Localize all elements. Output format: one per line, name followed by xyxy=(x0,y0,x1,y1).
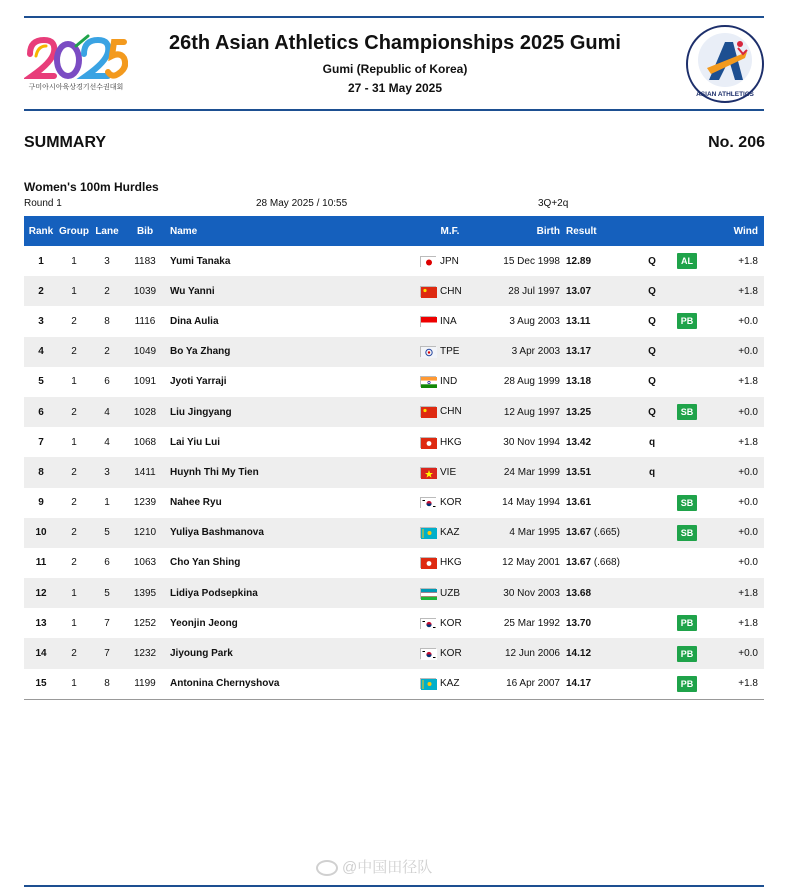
record-badge: SB xyxy=(677,525,697,541)
record-badge: PB xyxy=(677,615,697,631)
header-lane: Lane xyxy=(90,216,124,246)
rank-cell: 15 xyxy=(24,669,58,700)
table-row xyxy=(24,608,764,638)
header-bib: Bib xyxy=(124,216,166,246)
wind-cell: +0.0 xyxy=(710,518,764,548)
birth-date: 30 Nov 1994 xyxy=(503,436,560,448)
rank-cell: 13 xyxy=(35,617,47,629)
athlete-name: Yumi Tanaka xyxy=(170,255,231,267)
result-value: 13.18 xyxy=(566,376,592,388)
result-tiebreak: (.665) xyxy=(593,527,620,539)
result-value: 13.70 xyxy=(566,617,592,629)
qualification-rule: 3Q+2q xyxy=(538,198,569,209)
group-cell: 1 xyxy=(71,436,77,448)
noc-code: CHN xyxy=(440,285,462,297)
athlete-name: Huynh Thi My Tien xyxy=(166,457,420,487)
lane-cell: 5 xyxy=(90,578,124,608)
jpn-flag-icon xyxy=(420,256,436,267)
rank-cell: 10 xyxy=(24,518,58,548)
results-body xyxy=(24,246,764,699)
bottom-rule xyxy=(24,885,764,887)
result-value: 13.61 xyxy=(566,497,592,509)
ind-flag-icon xyxy=(420,376,436,387)
chn-flag-icon xyxy=(420,286,436,297)
uzb-flag-icon xyxy=(420,588,436,599)
bib-cell: 1039 xyxy=(124,276,166,306)
record-badge-cell xyxy=(664,397,710,427)
result-value: 14.17 xyxy=(566,678,592,690)
event-round: Round 1 xyxy=(24,198,62,209)
header-rank: Rank xyxy=(24,216,58,246)
birth-date: 25 Mar 1992 xyxy=(503,617,560,629)
record-badge: SB xyxy=(677,404,697,420)
record-badge-cell xyxy=(664,548,710,578)
qualification-code: Q xyxy=(648,255,656,267)
record-badge: PB xyxy=(677,646,697,662)
record-badge-cell xyxy=(664,337,710,367)
logo-text: ASIAN ATHLETICS xyxy=(696,91,754,98)
kor-flag-icon xyxy=(420,648,436,659)
bib-cell: 1091 xyxy=(133,376,157,388)
birth-date: 4 Mar 1995 xyxy=(480,518,566,548)
record-badge: AL xyxy=(677,253,697,269)
bib-cell: 1068 xyxy=(133,436,157,448)
result-cell xyxy=(566,276,640,306)
table-row xyxy=(24,578,764,608)
noc-code: KAZ xyxy=(440,527,460,539)
wind-cell: +1.8 xyxy=(738,617,758,629)
record-badge-cell xyxy=(664,246,710,276)
result-cell xyxy=(566,246,640,276)
birth-date: 12 Aug 1997 xyxy=(480,397,566,427)
header-group: Group xyxy=(58,216,90,246)
watermark xyxy=(316,856,432,877)
asian-athletics-logo xyxy=(685,24,765,104)
athlete-name: Yeonjin Jeong xyxy=(170,617,238,629)
wind-cell: +0.0 xyxy=(710,638,764,668)
record-badge-cell xyxy=(664,276,710,306)
lane-cell: 8 xyxy=(90,669,124,700)
header-result: Result xyxy=(566,216,640,246)
athlete-name: Cho Yan Shing xyxy=(170,557,241,569)
rank-cell: 3 xyxy=(38,315,44,327)
lane-cell: 5 xyxy=(90,518,124,548)
noc-code: KOR xyxy=(440,497,462,509)
member-federation-cell xyxy=(420,337,480,367)
record-badge-cell xyxy=(664,457,710,487)
noc-code: INA xyxy=(440,315,457,327)
header-birth: Birth xyxy=(480,216,566,246)
noc-code: IND xyxy=(440,376,458,388)
hkg-flag-icon xyxy=(420,557,436,568)
bib-cell: 1116 xyxy=(134,315,156,327)
wind-cell: +0.0 xyxy=(738,315,758,327)
championship-location: Gumi (Republic of Korea) xyxy=(322,62,468,76)
championship-logo xyxy=(24,34,128,96)
result-value: 12.89 xyxy=(566,255,592,267)
noc-code: TPE xyxy=(440,346,460,358)
bib-cell: 1232 xyxy=(124,638,166,668)
result-value: 14.12 xyxy=(566,648,592,660)
table-row xyxy=(24,669,764,700)
result-value: 13.11 xyxy=(566,315,591,327)
rank-cell: 4 xyxy=(24,337,58,367)
record-badge-cell xyxy=(664,367,710,397)
chn-flag-icon xyxy=(420,406,436,417)
result-cell xyxy=(566,488,640,518)
lane-cell: 2 xyxy=(90,276,124,306)
rank-cell: 7 xyxy=(38,436,44,448)
result-cell xyxy=(566,608,640,638)
qualification-code xyxy=(640,608,664,638)
qualification-code xyxy=(640,488,664,518)
bib-cell: 1239 xyxy=(133,497,157,509)
lane-cell: 4 xyxy=(104,436,110,448)
noc-code: HKG xyxy=(440,557,462,569)
group-cell: 1 xyxy=(71,617,77,629)
page-title: 26th Asian Athletics Championships 2025 Gumi xyxy=(169,32,621,54)
athlete-name: Jiyoung Park xyxy=(166,638,420,668)
result-cell xyxy=(566,306,640,336)
header-qual xyxy=(640,216,664,246)
noc-code: HKG xyxy=(440,436,462,448)
noc-code: UZB xyxy=(440,587,460,599)
wind-cell: +1.8 xyxy=(710,669,764,700)
wind-cell: +0.0 xyxy=(710,397,764,427)
result-cell xyxy=(566,367,640,397)
table-row xyxy=(24,246,764,276)
record-badge: PB xyxy=(677,676,697,692)
record-badge-cell xyxy=(664,518,710,548)
summary-label: SUMMARY xyxy=(24,134,107,151)
rank-cell: 6 xyxy=(24,397,58,427)
member-federation-cell xyxy=(420,518,480,548)
header-wind: Wind xyxy=(710,216,764,246)
lane-cell: 4 xyxy=(90,397,124,427)
group-cell: 1 xyxy=(58,669,90,700)
member-federation-cell xyxy=(420,638,480,668)
table-row xyxy=(24,638,764,668)
group-cell: 2 xyxy=(58,397,90,427)
table-header-row xyxy=(24,216,764,246)
kor-flag-icon xyxy=(420,618,436,629)
wind-cell: +0.0 xyxy=(738,497,758,509)
table-row xyxy=(24,427,764,457)
header-mf: M.F. xyxy=(420,216,480,246)
member-federation-cell xyxy=(420,488,480,518)
record-badge: SB xyxy=(677,495,697,511)
rank-cell: 8 xyxy=(24,457,58,487)
group-cell: 1 xyxy=(58,276,90,306)
wind-cell: +1.8 xyxy=(738,436,758,448)
qualification-code xyxy=(640,638,664,668)
qualification-code: q xyxy=(648,436,656,448)
noc-code: KOR xyxy=(440,647,462,659)
result-value: 13.67 xyxy=(566,527,592,539)
member-federation-cell xyxy=(420,397,480,427)
qualification-code xyxy=(640,548,664,578)
athlete-name: Wu Yanni xyxy=(166,276,420,306)
bib-cell: 1252 xyxy=(133,617,157,629)
member-federation-cell xyxy=(420,578,480,608)
rank-cell: 2 xyxy=(24,276,58,306)
rank-cell: 12 xyxy=(24,578,58,608)
birth-date: 28 Jul 1997 xyxy=(480,276,566,306)
record-badge: PB xyxy=(677,313,697,329)
athlete-name: Lai Yiu Lui xyxy=(170,436,221,448)
result-value: 13.07 xyxy=(566,285,592,297)
bib-cell: 1183 xyxy=(134,255,156,267)
member-federation-cell xyxy=(420,276,480,306)
wind-cell: +1.8 xyxy=(710,578,764,608)
result-cell xyxy=(566,578,640,608)
athlete-name: Jyoti Yarraji xyxy=(170,376,227,388)
athlete-name: Liu Jingyang xyxy=(166,397,420,427)
record-badge-cell xyxy=(664,427,710,457)
birth-date: 14 May 1994 xyxy=(502,497,560,509)
bib-cell: 1063 xyxy=(133,557,157,569)
rank-cell: 1 xyxy=(38,255,44,267)
logo-caption: 구미아시아육상경기선수권대회 xyxy=(28,84,124,91)
record-badge-cell xyxy=(664,638,710,668)
qualification-code: Q xyxy=(640,337,664,367)
qualification-code xyxy=(640,578,664,608)
bib-cell: 1049 xyxy=(124,337,166,367)
rank-cell: 14 xyxy=(24,638,58,668)
top-rule xyxy=(24,16,764,18)
group-cell: 2 xyxy=(58,457,90,487)
wind-cell: +0.0 xyxy=(710,337,764,367)
athlete-name: Lidiya Podsepkina xyxy=(166,578,420,608)
result-value: 13.42 xyxy=(566,436,592,448)
results-table xyxy=(24,216,764,700)
result-value: 13.17 xyxy=(566,346,592,358)
lane-cell: 6 xyxy=(104,376,110,388)
noc-code: KAZ xyxy=(440,678,460,690)
group-cell: 1 xyxy=(58,578,90,608)
qualification-code: Q xyxy=(648,376,656,388)
result-value: 13.51 xyxy=(566,466,592,478)
result-cell xyxy=(566,548,640,578)
result-cell xyxy=(566,337,640,367)
wind-cell: +1.8 xyxy=(738,376,758,388)
table-row xyxy=(24,337,764,367)
record-badge-cell xyxy=(664,669,710,700)
bib-cell: 1199 xyxy=(124,669,166,700)
athlete-name: Nahee Ryu xyxy=(170,497,222,509)
table-row xyxy=(24,457,764,487)
member-federation-cell xyxy=(420,669,480,700)
lane-cell: 6 xyxy=(104,557,110,569)
lane-cell: 1 xyxy=(104,497,110,509)
result-tiebreak: (.668) xyxy=(593,557,620,569)
vie-flag-icon xyxy=(420,467,436,478)
gumi-2025-logo-icon xyxy=(24,34,128,84)
birth-date: 12 Jun 2006 xyxy=(480,638,566,668)
table-row xyxy=(24,367,764,397)
bib-cell: 1210 xyxy=(124,518,166,548)
member-federation-cell xyxy=(420,367,480,397)
table-row xyxy=(24,306,764,336)
weibo-icon xyxy=(316,860,338,876)
birth-date: 3 Apr 2003 xyxy=(480,337,566,367)
kaz-flag-icon xyxy=(420,527,436,538)
birth-date: 15 Dec 1998 xyxy=(503,255,560,267)
asian-athletics-emblem-icon xyxy=(685,24,765,104)
lane-cell: 3 xyxy=(104,255,110,267)
group-cell: 2 xyxy=(58,518,90,548)
table-row xyxy=(24,488,764,518)
qualification-code xyxy=(640,669,664,700)
header-name: Name xyxy=(166,216,420,246)
member-federation-cell xyxy=(420,548,480,578)
bib-cell: 1028 xyxy=(124,397,166,427)
athlete-name: Yuliya Bashmanova xyxy=(166,518,420,548)
group-cell: 2 xyxy=(71,497,77,509)
result-cell xyxy=(566,518,640,548)
member-federation-cell xyxy=(420,306,480,336)
result-cell xyxy=(566,669,640,700)
table-row xyxy=(24,397,764,427)
group-cell: 1 xyxy=(71,376,77,388)
record-badge-cell xyxy=(664,608,710,638)
birth-date: 3 Aug 2003 xyxy=(509,315,560,327)
member-federation-cell xyxy=(420,427,480,457)
noc-code: VIE xyxy=(440,466,457,478)
table-row xyxy=(24,548,764,578)
result-cell xyxy=(566,427,640,457)
rank-cell: 11 xyxy=(35,557,47,569)
result-value: 13.25 xyxy=(566,406,592,418)
table-row xyxy=(24,518,764,548)
birth-date: 16 Apr 2007 xyxy=(480,669,566,700)
bib-cell: 1395 xyxy=(124,578,166,608)
qualification-code: Q xyxy=(648,315,656,327)
member-federation-cell xyxy=(420,246,480,276)
lane-cell: 8 xyxy=(104,315,110,327)
noc-code: JPN xyxy=(440,255,459,267)
result-value: 13.68 xyxy=(566,587,592,599)
group-cell: 2 xyxy=(58,638,90,668)
noc-code: CHN xyxy=(440,406,462,418)
lane-cell: 3 xyxy=(90,457,124,487)
athlete-name: Bo Ya Zhang xyxy=(166,337,420,367)
result-cell xyxy=(566,638,640,668)
birth-date: 28 Aug 1999 xyxy=(503,376,560,388)
bib-cell: 1411 xyxy=(124,457,166,487)
qualification-code xyxy=(640,518,664,548)
lane-cell: 7 xyxy=(90,638,124,668)
hkg-flag-icon xyxy=(420,437,436,448)
wind-cell: +0.0 xyxy=(738,557,758,569)
athlete-name: Dina Aulia xyxy=(170,315,219,327)
birth-date: 30 Nov 2003 xyxy=(480,578,566,608)
kor-flag-icon xyxy=(420,497,436,508)
record-badge-cell xyxy=(664,306,710,336)
athlete-name: Antonina Chernyshova xyxy=(166,669,420,700)
wind-cell: +1.8 xyxy=(710,276,764,306)
wind-cell: +0.0 xyxy=(710,457,764,487)
wind-cell: +1.8 xyxy=(738,255,758,267)
qualification-code: q xyxy=(640,457,664,487)
result-value: 13.67 xyxy=(566,557,592,569)
document-number: No. 206 xyxy=(708,134,765,151)
member-federation-cell xyxy=(420,457,480,487)
table-row xyxy=(24,276,764,306)
noc-code: KOR xyxy=(440,617,462,629)
event-datetime: 28 May 2025 / 10:55 xyxy=(256,198,348,209)
header-rule xyxy=(24,109,764,111)
event-name: Women's 100m Hurdles xyxy=(24,180,159,194)
lane-cell: 7 xyxy=(104,617,110,629)
result-cell xyxy=(566,397,640,427)
group-cell: 2 xyxy=(71,557,77,569)
rank-cell: 5 xyxy=(38,376,44,388)
championship-dates: 27 - 31 May 2025 xyxy=(347,81,443,95)
rank-cell: 9 xyxy=(38,497,44,509)
result-cell xyxy=(566,457,640,487)
lane-cell: 2 xyxy=(90,337,124,367)
kaz-flag-icon xyxy=(420,678,436,689)
group-cell: 2 xyxy=(58,337,90,367)
birth-date: 24 Mar 1999 xyxy=(480,457,566,487)
birth-date: 12 May 2001 xyxy=(502,557,560,569)
tpe-flag-icon xyxy=(420,346,436,357)
group-cell: 2 xyxy=(71,315,77,327)
record-badge-cell xyxy=(664,488,710,518)
header-badge xyxy=(664,216,710,246)
qualification-code: Q xyxy=(640,397,664,427)
watermark-text: @中国田径队 xyxy=(342,859,433,876)
record-badge-cell xyxy=(664,578,710,608)
member-federation-cell xyxy=(420,608,480,638)
ina-flag-icon xyxy=(420,316,436,327)
qualification-code: Q xyxy=(640,276,664,306)
group-cell: 1 xyxy=(71,255,77,267)
